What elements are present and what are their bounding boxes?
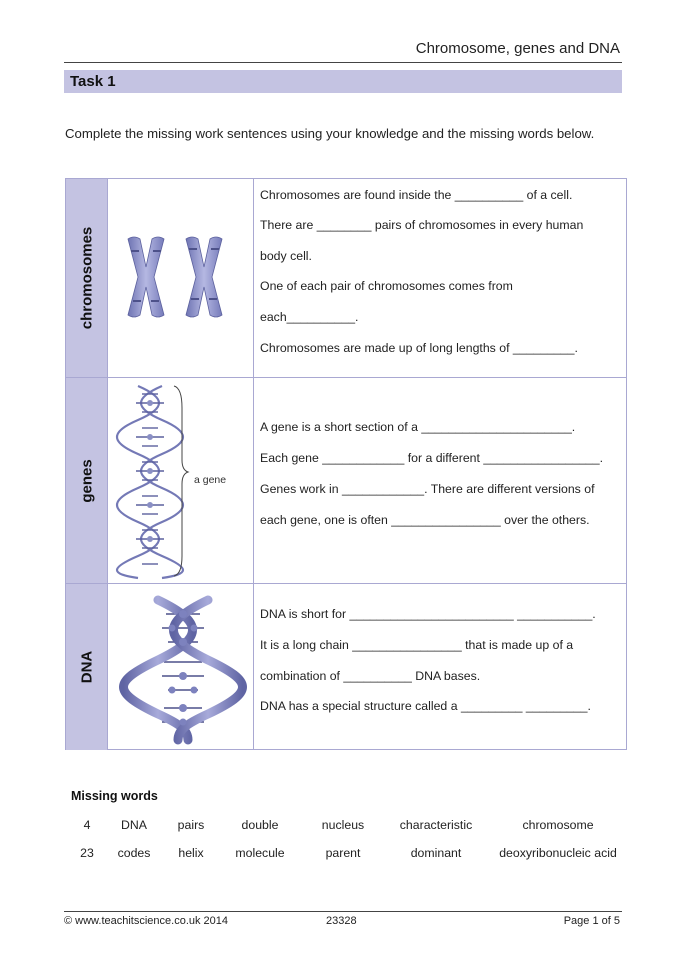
- word-item: chromosome: [522, 818, 594, 832]
- sentence-line: Each gene ____________ for a different _________________.: [260, 451, 604, 465]
- chromosome-drawing: [108, 179, 254, 377]
- footer-page-number: Page 1 of 5: [563, 915, 620, 927]
- row-label-genes: [66, 378, 108, 583]
- word-item: DNA: [121, 818, 147, 832]
- task-heading-bar: [64, 70, 622, 93]
- word-item: deoxyribonucleic acid: [499, 846, 617, 860]
- sentence-line: There are ________ pairs of chromosomes in every human: [260, 218, 584, 232]
- sentence-line: each gene, one is often ________________ over the others.: [260, 513, 590, 527]
- row-dna: [66, 584, 626, 750]
- missing-words-heading: Missing words: [71, 789, 158, 803]
- word-item: helix: [178, 846, 204, 860]
- word-item: parent: [325, 846, 361, 860]
- word-item: double: [241, 818, 279, 832]
- footer-code: 23328: [326, 915, 357, 927]
- word-item: 23: [80, 846, 94, 860]
- worksheet-table: [65, 178, 627, 750]
- instruction-text: Complete the missing work sentences using your knowledge and the missing words below.: [65, 126, 595, 141]
- gene-illustration: [108, 378, 254, 583]
- word-item: dominant: [410, 846, 462, 860]
- sentence-line: combination of __________ DNA bases.: [260, 669, 481, 683]
- row-label-text: genes: [78, 458, 95, 503]
- word-item: 4: [83, 818, 91, 832]
- sentence-line: body cell.: [260, 249, 312, 263]
- sentence-line: A gene is a short section of a ______________________.: [260, 420, 576, 434]
- word-item: codes: [117, 846, 151, 860]
- row-genes: [66, 378, 626, 584]
- gene-caption: a gene: [194, 474, 227, 486]
- row-label-chromosomes: [66, 179, 108, 377]
- sentence-line: DNA is short for ________________________ ___________.: [260, 607, 596, 621]
- sentence-line: Chromosomes are found inside the __________ of a cell.: [260, 188, 573, 202]
- row-label-dna: [66, 584, 108, 750]
- header-divider: [64, 62, 622, 63]
- footer-divider: [64, 911, 622, 912]
- dna-strand-drawing: [108, 378, 254, 583]
- row-chromosomes: [66, 179, 626, 378]
- sentence-line: One of each pair of chromosomes comes from: [260, 279, 513, 293]
- dna-illustration: [108, 584, 254, 750]
- word-item: pairs: [177, 818, 205, 832]
- sentence-line: Chromosomes are made up of long lengths of _________.: [260, 341, 578, 355]
- double-helix-drawing: [108, 584, 254, 750]
- row-label-text: DNA: [78, 650, 95, 684]
- word-item: characteristic: [399, 818, 473, 832]
- sentence-line: It is a long chain ________________ that is made up of a: [260, 638, 574, 652]
- row-label-text: chromosomes: [78, 226, 95, 330]
- task-heading: Task 1: [70, 73, 116, 90]
- footer-copyright: © www.teachitscience.co.uk 2014: [64, 915, 229, 927]
- sentence-line: Genes work in ____________. There are different versions of: [260, 482, 595, 496]
- word-item: molecule: [235, 846, 285, 860]
- document-title: Chromosome, genes and DNA: [415, 40, 620, 57]
- word-item: nucleus: [321, 818, 365, 832]
- sentence-line: each__________.: [260, 310, 359, 324]
- sentence-line: DNA has a special structure called a _________ _________.: [260, 699, 591, 713]
- chromosome-illustration: [108, 179, 254, 377]
